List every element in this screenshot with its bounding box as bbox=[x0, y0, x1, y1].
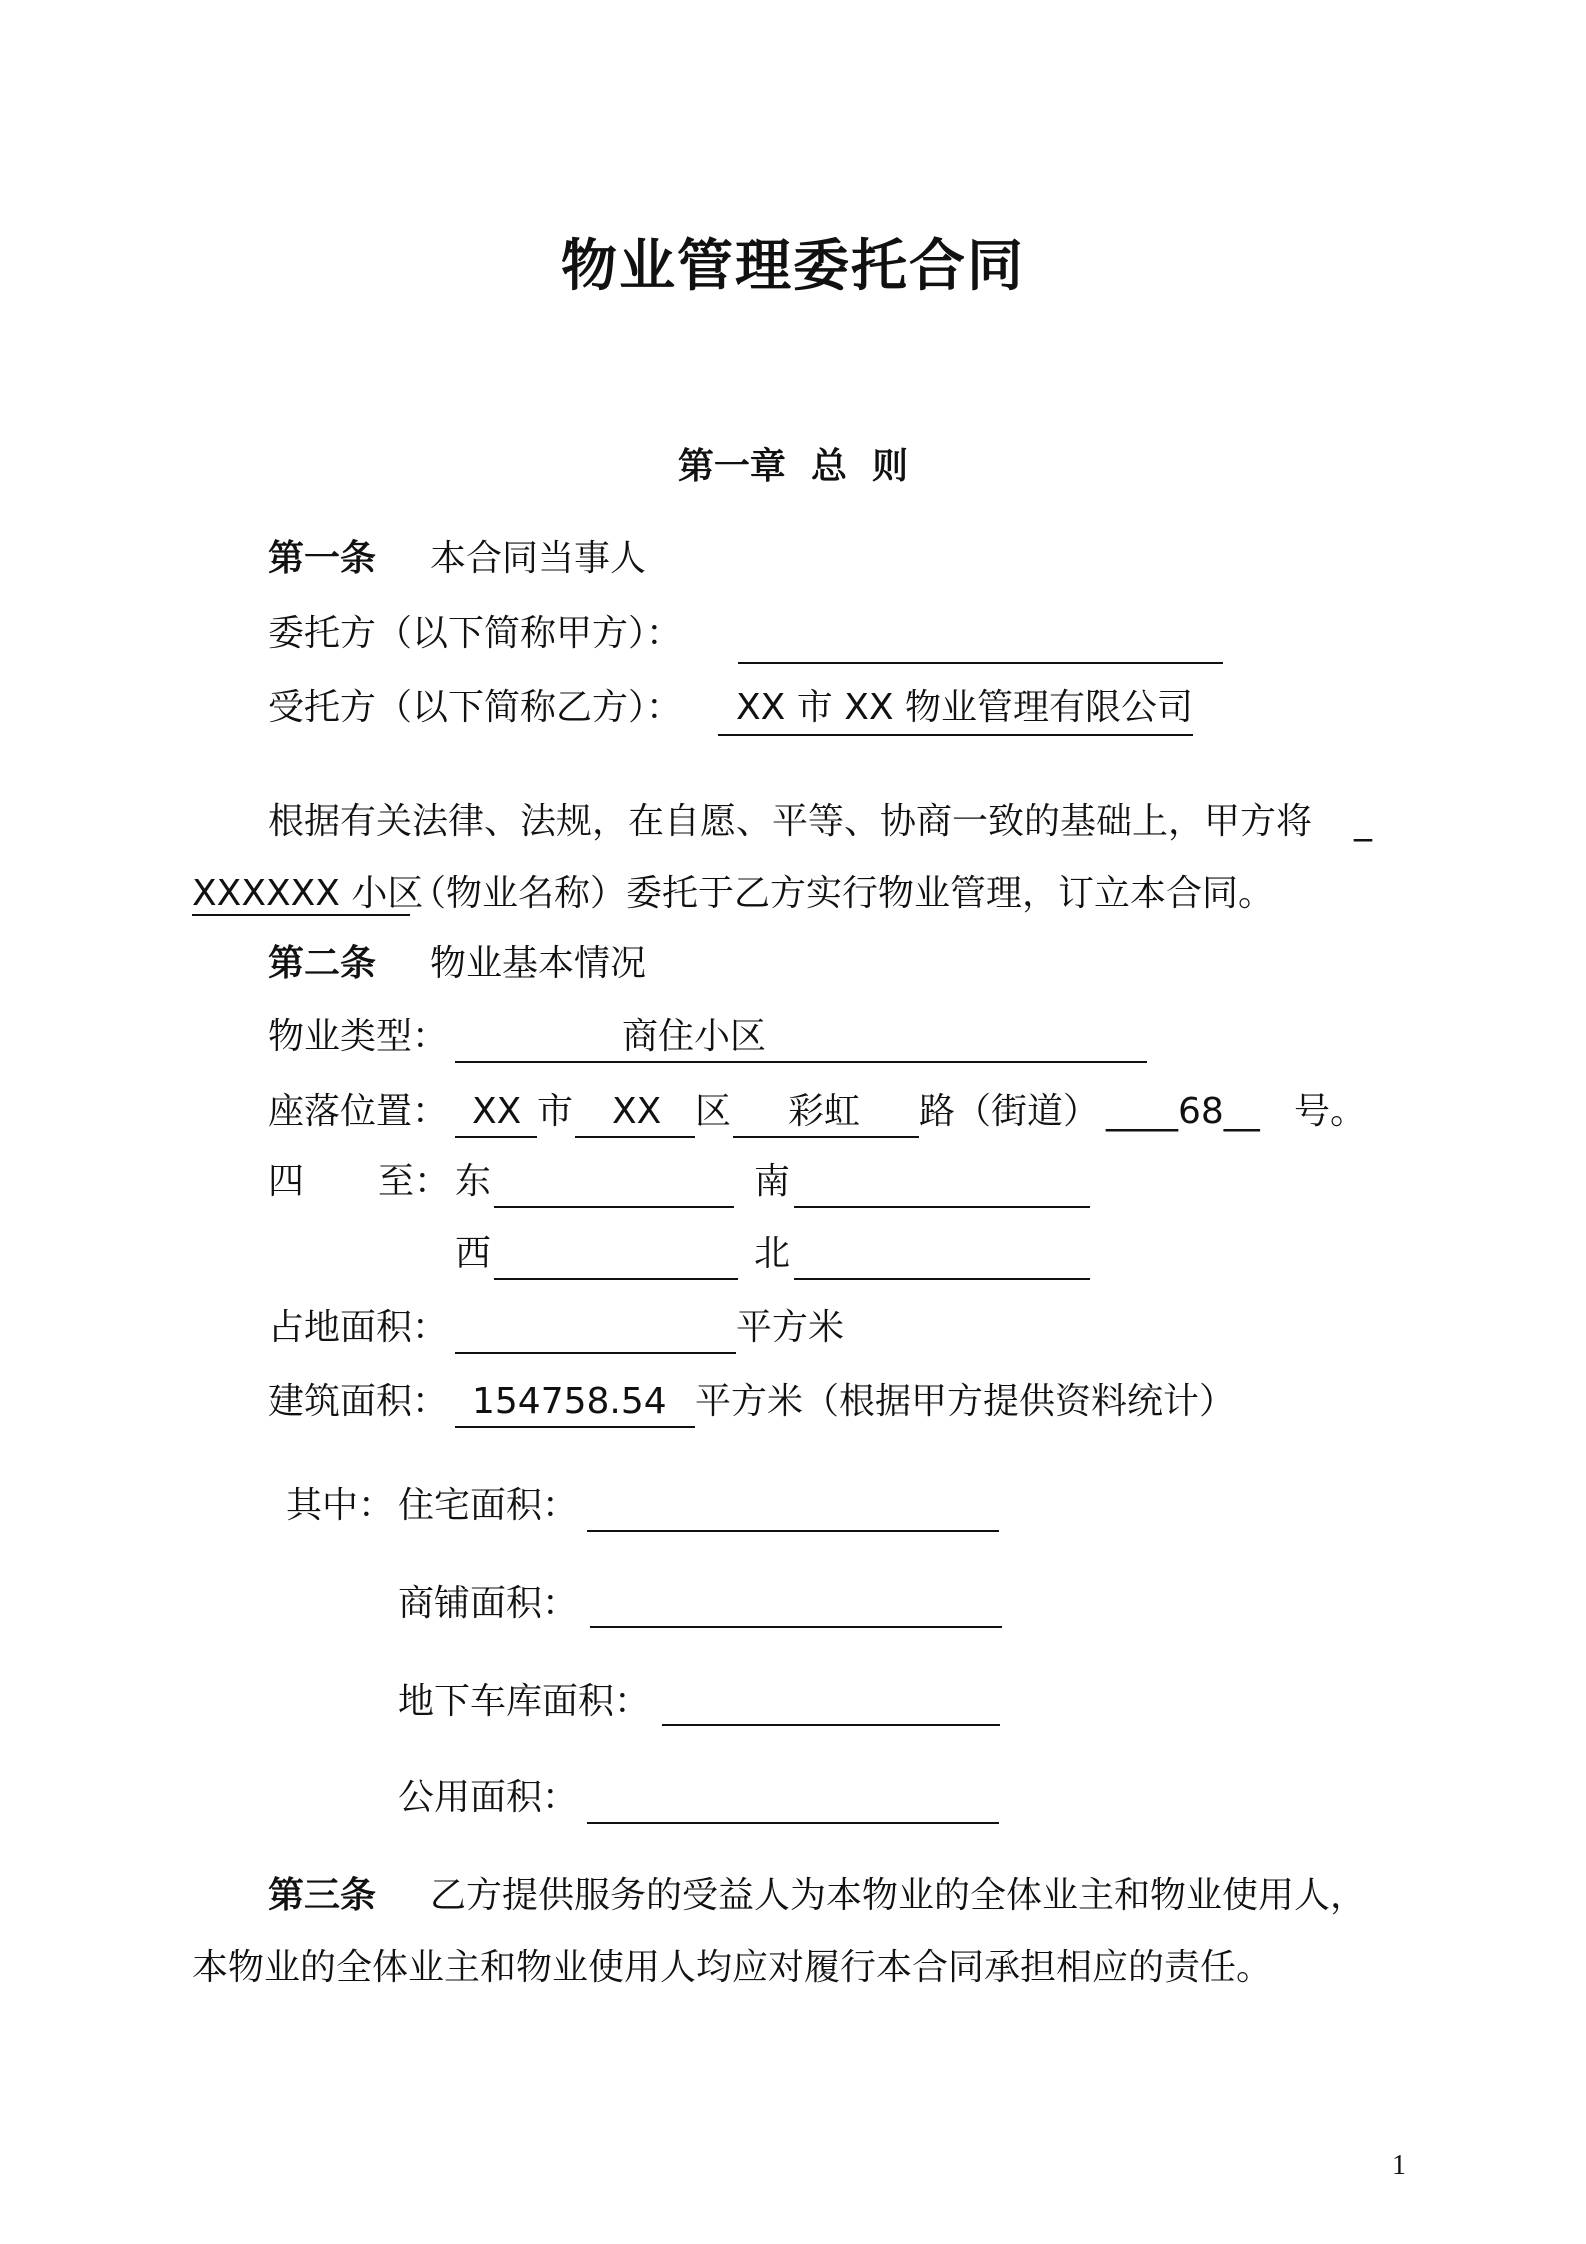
party-a-underline bbox=[738, 662, 1223, 664]
property-type-label: 物业类型： bbox=[268, 1016, 449, 1057]
boundary-east-underline bbox=[494, 1206, 734, 1208]
chapter-heading: 第一章 总 则 bbox=[677, 446, 909, 487]
article-3-line-2: 本物业的全体业主和物业使用人均应对履行本合同承担相应的责任。 bbox=[192, 1947, 1273, 1988]
property-name-underline bbox=[192, 914, 410, 916]
preamble-line-1-tail: _ bbox=[1354, 801, 1372, 842]
boundary-north-label: 北 bbox=[754, 1233, 791, 1274]
land-area-label: 占地面积： bbox=[268, 1307, 449, 1348]
party-b-underline bbox=[718, 734, 1193, 736]
building-area-underline bbox=[455, 1426, 695, 1428]
boundary-north-underline bbox=[794, 1278, 1090, 1280]
residential-area-underline bbox=[587, 1530, 999, 1532]
preamble-line-2: （物业名称）委托于乙方实行物业管理，订立本合同。 bbox=[410, 873, 1275, 914]
party-a-label: 委托方（以下简称甲方）： bbox=[268, 613, 683, 654]
location-district-unit: 区 bbox=[695, 1091, 732, 1132]
location-district: XX bbox=[612, 1091, 662, 1132]
location-road-unit: 路（街道） bbox=[919, 1091, 1100, 1132]
boundary-south-underline bbox=[794, 1206, 1090, 1208]
boundary-west-underline bbox=[494, 1278, 738, 1280]
property-type-value: 商住小区 bbox=[622, 1016, 767, 1057]
article-1-heading: 本合同当事人 bbox=[430, 538, 647, 579]
article-2-label: 第二条 bbox=[268, 943, 377, 984]
building-area-label: 建筑面积： bbox=[268, 1381, 449, 1422]
location-number-unit: 号。 bbox=[1294, 1091, 1367, 1132]
public-area-underline bbox=[587, 1822, 999, 1824]
building-area-value: 154758.54 bbox=[472, 1381, 667, 1422]
location-label: 座落位置： bbox=[268, 1091, 449, 1132]
preamble-line-1: 根据有关法律、法规，在自愿、平等、协商一致的基础上，甲方将 bbox=[268, 801, 1313, 842]
garage-area-underline bbox=[662, 1724, 1000, 1726]
article-3-label: 第三条 bbox=[268, 1875, 377, 1916]
boundaries-label-2: 至： bbox=[378, 1161, 451, 1202]
party-b-label: 受托方（以下简称乙方）： bbox=[268, 687, 683, 728]
location-road: 彩虹 bbox=[788, 1091, 861, 1132]
location-city-underline bbox=[455, 1136, 537, 1138]
location-city-unit: 市 bbox=[537, 1091, 574, 1132]
article-1-label: 第一条 bbox=[268, 538, 377, 579]
document-title: 物业管理委托合同 bbox=[561, 234, 1025, 299]
article-2-heading: 物业基本情况 bbox=[430, 943, 647, 984]
land-area-unit: 平方米 bbox=[736, 1307, 845, 1348]
public-area-label: 公用面积： bbox=[398, 1777, 579, 1818]
party-b-value: XX 市 XX 物业管理有限公司 bbox=[736, 687, 1193, 728]
page-number: 1 bbox=[1392, 2150, 1406, 2181]
shops-area-underline bbox=[590, 1626, 1002, 1628]
property-name: XXXXXX 小区 bbox=[192, 873, 424, 914]
land-area-underline bbox=[455, 1352, 736, 1354]
boundary-east-label: 东 bbox=[455, 1161, 492, 1202]
property-type-underline bbox=[455, 1061, 1147, 1063]
building-area-unit: 平方米（根据甲方提供资料统计） bbox=[695, 1381, 1236, 1422]
boundaries-label-1: 四 bbox=[268, 1161, 305, 1202]
boundary-south-label: 南 bbox=[754, 1161, 791, 1202]
garage-area-label: 地下车库面积： bbox=[398, 1681, 651, 1722]
shops-area-label: 商铺面积： bbox=[398, 1583, 579, 1624]
location-district-underline bbox=[575, 1136, 695, 1138]
location-road-underline bbox=[733, 1136, 919, 1138]
article-3-line-1: 乙方提供服务的受益人为本物业的全体业主和物业使用人， bbox=[430, 1875, 1367, 1916]
of-which-label: 其中： bbox=[286, 1485, 395, 1526]
residential-area-label: 住宅面积： bbox=[398, 1485, 579, 1526]
location-city: XX bbox=[472, 1091, 522, 1132]
location-number: ____68__ bbox=[1106, 1091, 1260, 1132]
boundary-west-label: 西 bbox=[455, 1233, 492, 1274]
